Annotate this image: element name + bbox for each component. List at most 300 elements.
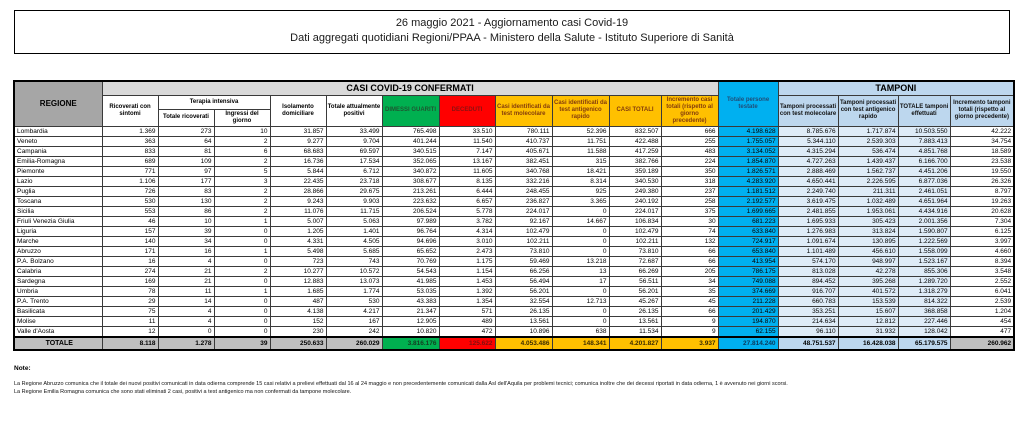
value-cell: 689 (102, 156, 158, 166)
value-cell: 4.851.768 (898, 146, 950, 156)
incremento-casi-header: Incremento casi totali (rispetto al giorno precedente) (661, 95, 718, 126)
value-cell: 56.201 (495, 286, 552, 296)
region-row (14, 156, 1014, 166)
value-cell: 92.167 (495, 216, 552, 226)
value-cell: 21 (158, 276, 214, 286)
value-cell: 1.590.807 (898, 226, 950, 236)
value-cell: 10.503.550 (898, 126, 950, 136)
value-cell: 169 (102, 276, 158, 286)
value-cell: 1.369 (102, 126, 158, 136)
region-row (14, 326, 1014, 337)
value-cell: 70.769 (382, 256, 439, 266)
notes-label: Note: (14, 364, 31, 372)
value-cell: 59.469 (495, 256, 552, 266)
value-cell: 3.010 (439, 236, 495, 246)
value-cell: 1.562.737 (838, 166, 898, 176)
total-value-cell: 1.278 (158, 337, 214, 350)
value-cell: 743 (326, 256, 382, 266)
value-cell: 4.138 (270, 306, 326, 316)
value-cell: 12.812 (838, 316, 898, 326)
value-cell: 214.634 (778, 316, 838, 326)
value-cell: 157 (102, 226, 158, 236)
value-cell: 6.877.036 (898, 176, 950, 186)
value-cell: 0 (552, 226, 609, 236)
value-cell: 8.314 (552, 176, 609, 186)
value-cell: 4 (158, 306, 214, 316)
value-cell: 153.539 (838, 296, 898, 306)
region-name-cell: Basilicata (14, 306, 102, 316)
value-cell: 5.344.110 (778, 136, 838, 146)
total-value-cell: 8.118 (102, 337, 158, 350)
value-cell: 2.473 (439, 246, 495, 256)
value-cell: 6 (214, 146, 270, 156)
region-row (14, 176, 1014, 186)
value-cell: 12 (102, 326, 158, 337)
value-cell: 925 (552, 186, 609, 196)
value-cell: 31.932 (838, 326, 898, 337)
isolamento-header: Isolamento domiciliare (270, 95, 326, 126)
region-row (14, 186, 1014, 196)
value-cell: 21 (158, 266, 214, 276)
value-cell: 56.201 (609, 286, 661, 296)
value-cell: 10.820 (382, 326, 439, 337)
value-cell: 128.042 (898, 326, 950, 337)
total-value-cell: 65.179.575 (898, 337, 950, 350)
value-cell: 18.589 (950, 146, 1014, 156)
value-cell: 34 (158, 236, 214, 246)
value-cell: 13.073 (326, 276, 382, 286)
value-cell: 1.695.933 (778, 216, 838, 226)
value-cell: 248.455 (495, 186, 552, 196)
region-row (14, 196, 1014, 206)
value-cell: 1.392 (439, 286, 495, 296)
region-row (14, 276, 1014, 286)
region-name-cell: Campania (14, 146, 102, 156)
total-value-cell: 125.622 (439, 337, 495, 350)
value-cell: 4.505 (326, 236, 382, 246)
value-cell: 10.896 (495, 326, 552, 337)
value-cell: 224.017 (609, 206, 661, 216)
value-cell: 340.515 (382, 146, 439, 156)
value-cell: 273 (158, 126, 214, 136)
value-cell: 102.211 (609, 236, 661, 246)
value-cell: 832.507 (609, 126, 661, 136)
value-cell: 1.755.057 (718, 136, 778, 146)
value-cell: 11 (102, 316, 158, 326)
value-cell: 28.866 (270, 186, 326, 196)
value-cell: 948.997 (838, 256, 898, 266)
region-row (14, 286, 1014, 296)
value-cell: 205 (661, 266, 718, 276)
value-cell: 2.539.303 (838, 136, 898, 146)
value-cell: 1.276.983 (778, 226, 838, 236)
value-cell: 3 (214, 176, 270, 186)
region-name-cell: Friuli Venezia Giulia (14, 216, 102, 226)
value-cell: 42.278 (838, 266, 898, 276)
region-row (14, 166, 1014, 176)
value-cell: 11.540 (439, 136, 495, 146)
value-cell: 2.461.051 (898, 186, 950, 196)
value-cell: 2.552 (950, 276, 1014, 286)
value-cell: 724.917 (718, 236, 778, 246)
value-cell: 21.347 (382, 306, 439, 316)
value-cell: 13 (552, 266, 609, 276)
value-cell: 8.394 (950, 256, 1014, 266)
value-cell: 1 (214, 216, 270, 226)
value-cell: 382.766 (609, 156, 661, 166)
value-cell: 10.277 (270, 266, 326, 276)
value-cell: 74 (661, 226, 718, 236)
value-cell: 2.539 (950, 296, 1014, 306)
value-cell: 553 (102, 206, 158, 216)
value-cell: 274 (102, 266, 158, 276)
value-cell: 102.479 (495, 226, 552, 236)
value-cell: 13.167 (439, 156, 495, 166)
value-cell: 130.895 (838, 236, 898, 246)
value-cell: 96.764 (382, 226, 439, 236)
value-cell: 1.826.571 (718, 166, 778, 176)
value-cell: 401.572 (838, 286, 898, 296)
value-cell: 410.737 (495, 136, 552, 146)
casi-molecolare-header: Casi identificati da test molecolare (495, 95, 552, 126)
value-cell: 4.727.263 (778, 156, 838, 166)
value-cell: 69.597 (326, 146, 382, 156)
value-cell: 152 (270, 316, 326, 326)
value-cell: 2 (214, 206, 270, 216)
value-cell: 4 (158, 316, 214, 326)
value-cell: 1.854.870 (718, 156, 778, 166)
value-cell: 4.451.206 (898, 166, 950, 176)
region-row (14, 266, 1014, 276)
value-cell: 0 (214, 256, 270, 266)
value-cell: 43.383 (382, 296, 439, 306)
value-cell: 1.154 (439, 266, 495, 276)
value-cell: 8.135 (439, 176, 495, 186)
tamponi-molecolare-header: Tamponi processati con test molecolare (778, 95, 838, 126)
value-cell: 4.283.920 (718, 176, 778, 186)
value-cell: 2 (214, 186, 270, 196)
region-name-cell: P.A. Bolzano (14, 256, 102, 266)
value-cell: 31.857 (270, 126, 326, 136)
total-row (14, 337, 1014, 350)
value-cell: 530 (326, 296, 382, 306)
value-cell: 6.166.700 (898, 156, 950, 166)
region-name-cell: Umbria (14, 286, 102, 296)
report-header (14, 10, 1010, 54)
value-cell: 56.511 (609, 276, 661, 286)
incremento-tamponi-header: Incremento tamponi totali (rispetto al giorno precedente) (950, 95, 1014, 126)
total-value-cell: 148.341 (552, 337, 609, 350)
value-cell: 2.001.356 (898, 216, 950, 226)
value-cell: 4.650.441 (778, 176, 838, 186)
value-cell: 64 (158, 136, 214, 146)
value-cell: 3.134.052 (718, 146, 778, 156)
value-cell: 41.985 (382, 276, 439, 286)
region-name-cell: Valle d'Aosta (14, 326, 102, 337)
value-cell: 353.251 (778, 306, 838, 316)
total-value-cell: 4.201.827 (609, 337, 661, 350)
value-cell: 6.657 (439, 196, 495, 206)
value-cell: 81 (158, 146, 214, 156)
total-value-cell: 4.053.486 (495, 337, 552, 350)
region-row (14, 206, 1014, 216)
value-cell: 16 (102, 256, 158, 266)
region-name-cell: Piemonte (14, 166, 102, 176)
value-cell: 6.444 (439, 186, 495, 196)
value-cell: 472 (439, 326, 495, 337)
value-cell: 13.218 (552, 256, 609, 266)
value-cell: 916.707 (778, 286, 838, 296)
note-abruzzo: La Regione Abruzzo comunica che il totale dei nuovi positivi comunicati in data odierna comprende 15 casi relativi a prelievi effettuati dal 16 al 24 maggio e non precedentemente comunicati dalla Asl dell'Aquila per problemi tecnici; comunica inoltre che dei decessi riportati in data odierna, 1 è avvenuto nei giorni scorsi. (14, 380, 788, 387)
total-value-cell: 260.029 (326, 337, 382, 350)
value-cell: 1.953.061 (838, 206, 898, 216)
value-cell: 11.076 (270, 206, 326, 216)
value-cell: 26.135 (495, 306, 552, 316)
total-value-cell: 48.751.537 (778, 337, 838, 350)
value-cell: 489 (439, 316, 495, 326)
value-cell: 749.088 (718, 276, 778, 286)
region-name-cell: Abruzzo (14, 246, 102, 256)
value-cell: 0 (552, 206, 609, 216)
value-cell: 7.304 (950, 216, 1014, 226)
value-cell: 130 (158, 196, 214, 206)
value-cell: 75 (102, 306, 158, 316)
report-title: 26 maggio 2021 - Aggiornamento casi Covid-19 (395, 17, 629, 29)
value-cell: 7.147 (439, 146, 495, 156)
value-cell: 11.751 (552, 136, 609, 146)
region-row (14, 316, 1014, 326)
value-cell: 19.550 (950, 166, 1014, 176)
value-cell: 422.488 (609, 136, 661, 146)
value-cell: 8.785.676 (778, 126, 838, 136)
total-value-cell: 3.937 (661, 337, 718, 350)
casi-totali-header: CASI TOTALI (609, 95, 661, 126)
value-cell: 374.669 (718, 286, 778, 296)
terapia-ingressi-header: Ingressi del giorno (214, 109, 270, 126)
tamponi-band: TAMPONI (778, 81, 1014, 95)
value-cell: 10.572 (326, 266, 382, 276)
value-cell: 9.704 (326, 136, 382, 146)
value-cell: 5.844 (270, 166, 326, 176)
value-cell: 4 (158, 256, 214, 266)
value-cell: 17 (552, 276, 609, 286)
value-cell: 23.538 (950, 156, 1014, 166)
value-cell: 1 (214, 246, 270, 256)
value-cell: 177 (158, 176, 214, 186)
value-cell: 5.007 (270, 216, 326, 226)
value-cell: 211.311 (838, 186, 898, 196)
confirmed-cases-band: CASI COVID-19 CONFERMATI (102, 81, 718, 95)
value-cell: 4.198.628 (718, 126, 778, 136)
value-cell: 3.997 (950, 236, 1014, 246)
value-cell: 33.499 (326, 126, 382, 136)
value-cell: 1 (214, 286, 270, 296)
value-cell: 230 (270, 326, 326, 337)
value-cell: 4.660 (950, 246, 1014, 256)
value-cell: 65.652 (382, 246, 439, 256)
value-cell: 1.101.489 (778, 246, 838, 256)
casi-antigenico-header: Casi identificati da test antigenico rapido (552, 95, 609, 126)
value-cell: 813.028 (778, 266, 838, 276)
value-cell: 5.685 (326, 246, 382, 256)
value-cell: 29 (102, 296, 158, 306)
value-cell: 4.331 (270, 236, 326, 246)
value-cell: 97.989 (382, 216, 439, 226)
value-cell: 0 (158, 326, 214, 337)
value-cell: 0 (214, 326, 270, 337)
total-value-cell: 3.816.176 (382, 337, 439, 350)
value-cell: 0 (214, 226, 270, 236)
value-cell: 30 (661, 216, 718, 226)
value-cell: 0 (214, 236, 270, 246)
value-cell: 780.111 (495, 126, 552, 136)
total-value-cell: 260.962 (950, 337, 1014, 350)
value-cell: 73.810 (495, 246, 552, 256)
value-cell: 16 (158, 246, 214, 256)
total-value-cell: 16.428.038 (838, 337, 898, 350)
value-cell: 2.226.595 (838, 176, 898, 186)
value-cell: 45 (661, 296, 718, 306)
region-name-cell: Toscana (14, 196, 102, 206)
value-cell: 194.870 (718, 316, 778, 326)
value-cell: 681.223 (718, 216, 778, 226)
dimessi-guariti-header: DIMESSI GUARITI (382, 95, 439, 126)
value-cell: 332.216 (495, 176, 552, 186)
value-cell: 638 (552, 326, 609, 337)
value-cell: 26.326 (950, 176, 1014, 186)
value-cell: 68.683 (270, 146, 326, 156)
value-cell: 6.712 (326, 166, 382, 176)
value-cell: 211.228 (718, 296, 778, 306)
value-cell: 894.452 (778, 276, 838, 286)
value-cell: 66 (661, 256, 718, 266)
value-cell: 2 (214, 136, 270, 146)
value-cell: 4.651.964 (898, 196, 950, 206)
value-cell: 4.217 (326, 306, 382, 316)
value-cell: 0 (552, 236, 609, 246)
region-name-cell: Liguria (14, 226, 102, 236)
value-cell: 23.718 (326, 176, 382, 186)
value-cell: 0 (552, 286, 609, 296)
terapia-totale-header: Totale ricoverati (158, 109, 214, 126)
value-cell: 171 (102, 246, 158, 256)
value-cell: 96.110 (778, 326, 838, 337)
region-name-cell: Calabria (14, 266, 102, 276)
value-cell: 224.017 (495, 206, 552, 216)
value-cell: 66.256 (495, 266, 552, 276)
value-cell: 258 (661, 196, 718, 206)
value-cell: 666 (661, 126, 718, 136)
value-cell: 94.696 (382, 236, 439, 246)
region-name-cell: Veneto (14, 136, 102, 146)
value-cell: 0 (552, 246, 609, 256)
value-cell: 313.824 (838, 226, 898, 236)
value-cell: 14.667 (552, 216, 609, 226)
value-cell: 72.687 (609, 256, 661, 266)
region-row (14, 256, 1014, 266)
value-cell: 4.434.916 (898, 206, 950, 216)
value-cell: 765.498 (382, 126, 439, 136)
value-cell: 1.685 (270, 286, 326, 296)
value-cell: 340.872 (382, 166, 439, 176)
value-cell: 26.135 (609, 306, 661, 316)
value-cell: 213.261 (382, 186, 439, 196)
value-cell: 1.175 (439, 256, 495, 266)
value-cell: 102.479 (609, 226, 661, 236)
value-cell: 633.840 (718, 226, 778, 236)
value-cell: 11 (158, 286, 214, 296)
persone-testate-header: Totale persone testate (718, 81, 778, 126)
value-cell: 73.810 (609, 246, 661, 256)
value-cell: 11.588 (552, 146, 609, 156)
value-cell: 29.675 (326, 186, 382, 196)
value-cell: 12.713 (552, 296, 609, 306)
band-header-row (14, 81, 1014, 95)
value-cell: 308.677 (382, 176, 439, 186)
value-cell: 1.289.720 (898, 276, 950, 286)
value-cell: 11.715 (326, 206, 382, 216)
value-cell: 56.494 (495, 276, 552, 286)
value-cell: 34 (661, 276, 718, 286)
value-cell: 1.091.674 (778, 236, 838, 246)
value-cell: 477 (950, 326, 1014, 337)
value-cell: 9 (661, 316, 718, 326)
value-cell: 352.065 (382, 156, 439, 166)
value-cell: 9.243 (270, 196, 326, 206)
region-name-cell: Marche (14, 236, 102, 246)
value-cell: 401.244 (382, 136, 439, 146)
value-cell: 5.498 (270, 246, 326, 256)
value-cell: 574.170 (778, 256, 838, 266)
value-cell: 13.561 (609, 316, 661, 326)
region-row (14, 246, 1014, 256)
region-row (14, 126, 1014, 136)
value-cell: 33.510 (439, 126, 495, 136)
value-cell: 97 (158, 166, 214, 176)
value-cell: 22.435 (270, 176, 326, 186)
value-cell: 350 (661, 166, 718, 176)
value-cell: 771 (102, 166, 158, 176)
value-cell: 2.192.577 (718, 196, 778, 206)
value-cell: 340.768 (495, 166, 552, 176)
value-cell: 3.365 (552, 196, 609, 206)
value-cell: 132 (661, 236, 718, 246)
value-cell: 0 (214, 316, 270, 326)
value-cell: 3.548 (950, 266, 1014, 276)
value-cell: 855.306 (898, 266, 950, 276)
value-cell: 109 (158, 156, 214, 166)
value-cell: 1.401 (326, 226, 382, 236)
value-cell: 140 (102, 236, 158, 246)
value-cell: 10 (214, 126, 270, 136)
value-cell: 223.632 (382, 196, 439, 206)
region-row (14, 146, 1014, 156)
value-cell: 32.554 (495, 296, 552, 306)
value-cell: 106.834 (609, 216, 661, 226)
value-cell: 237 (661, 186, 718, 196)
value-cell: 0 (214, 276, 270, 286)
report-subtitle: Dati aggregati quotidiani Regioni/PPAA - Ministero della Salute - Istituto Superiore di Sanità (290, 32, 734, 44)
note-emilia-romagna: La Regione Emilia Romagna comunica che sono stati eliminati 2 casi, positivi a test antigenico ma non confermati da tampone molecolare. (14, 388, 352, 395)
value-cell: 10 (158, 216, 214, 226)
value-cell: 39 (158, 226, 214, 236)
covid-data-table (13, 80, 1015, 351)
region-name-cell: Molise (14, 316, 102, 326)
value-cell: 368.858 (898, 306, 950, 316)
value-cell: 16.736 (270, 156, 326, 166)
value-cell: 413.954 (718, 256, 778, 266)
value-cell: 42.222 (950, 126, 1014, 136)
